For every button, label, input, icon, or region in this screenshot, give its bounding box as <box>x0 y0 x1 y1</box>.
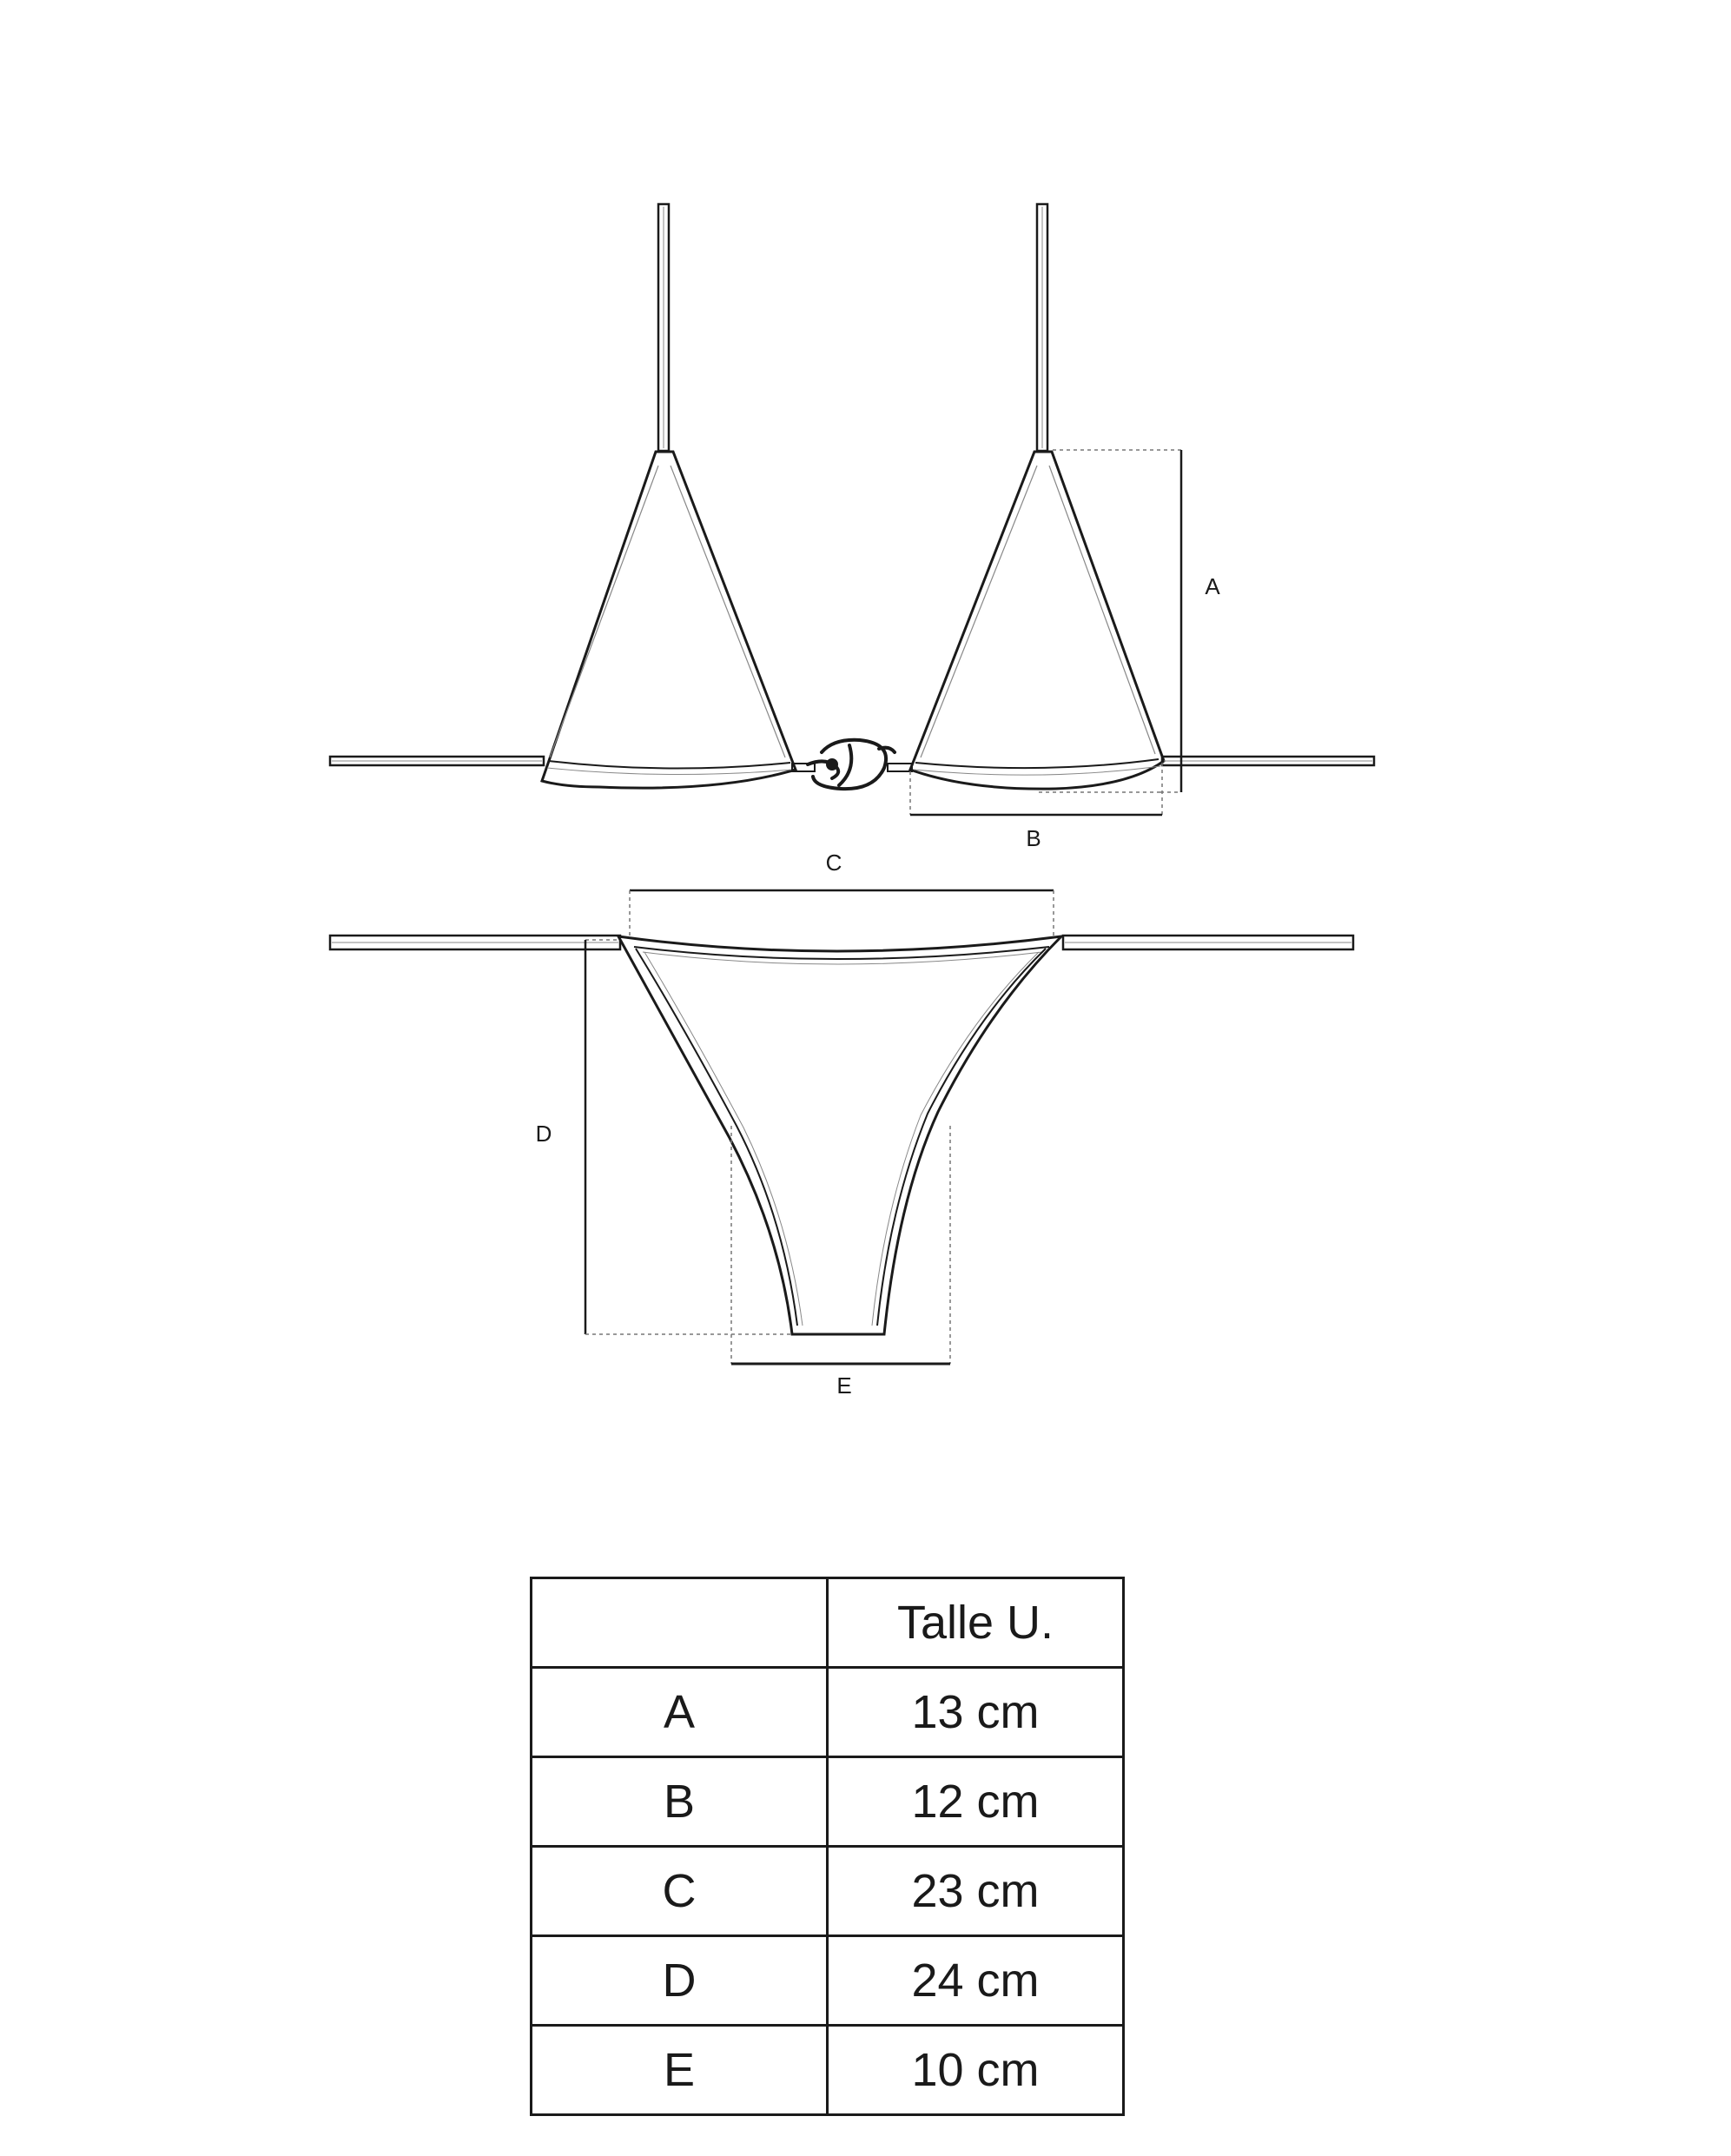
dimension-label-e: E <box>836 1372 852 1399</box>
right-cup <box>910 452 1164 789</box>
measurement-key: D <box>532 1936 828 2026</box>
dimension-label-c: C <box>825 850 842 876</box>
measurement-value: 12 cm <box>828 1757 1124 1847</box>
measurement-key: B <box>532 1757 828 1847</box>
measurement-key: C <box>532 1847 828 1936</box>
dimension-label-d: D <box>535 1121 552 1147</box>
bikini-bottom <box>330 936 1353 1334</box>
measurement-key: A <box>532 1668 828 1757</box>
script-d-monogram-icon <box>808 740 895 789</box>
dimension-label-b: B <box>1026 825 1041 851</box>
measurement-value: 23 cm <box>828 1847 1124 1936</box>
brief-body <box>618 936 1061 1334</box>
measurement-value: 13 cm <box>828 1668 1124 1757</box>
table-row <box>532 1757 1124 1847</box>
center-connector-right <box>888 764 912 771</box>
left-cup <box>542 452 796 788</box>
table-row <box>532 2026 1124 2115</box>
table-row <box>532 1668 1124 1757</box>
measurement-value: 24 cm <box>828 1936 1124 2026</box>
size-table-header-empty <box>532 1578 828 1668</box>
dimension-label-a: A <box>1205 573 1220 599</box>
size-chart-table <box>530 1577 1125 2116</box>
measurement-key: E <box>532 2026 828 2115</box>
size-table-header-row <box>532 1578 1124 1668</box>
table-row <box>532 1847 1124 1936</box>
measurement-value: 10 cm <box>828 2026 1124 2115</box>
size-table-header-size: Talle U. <box>828 1578 1124 1668</box>
bikini-top <box>330 204 1374 789</box>
dimension-c <box>630 850 1054 938</box>
table-row <box>532 1936 1124 2026</box>
